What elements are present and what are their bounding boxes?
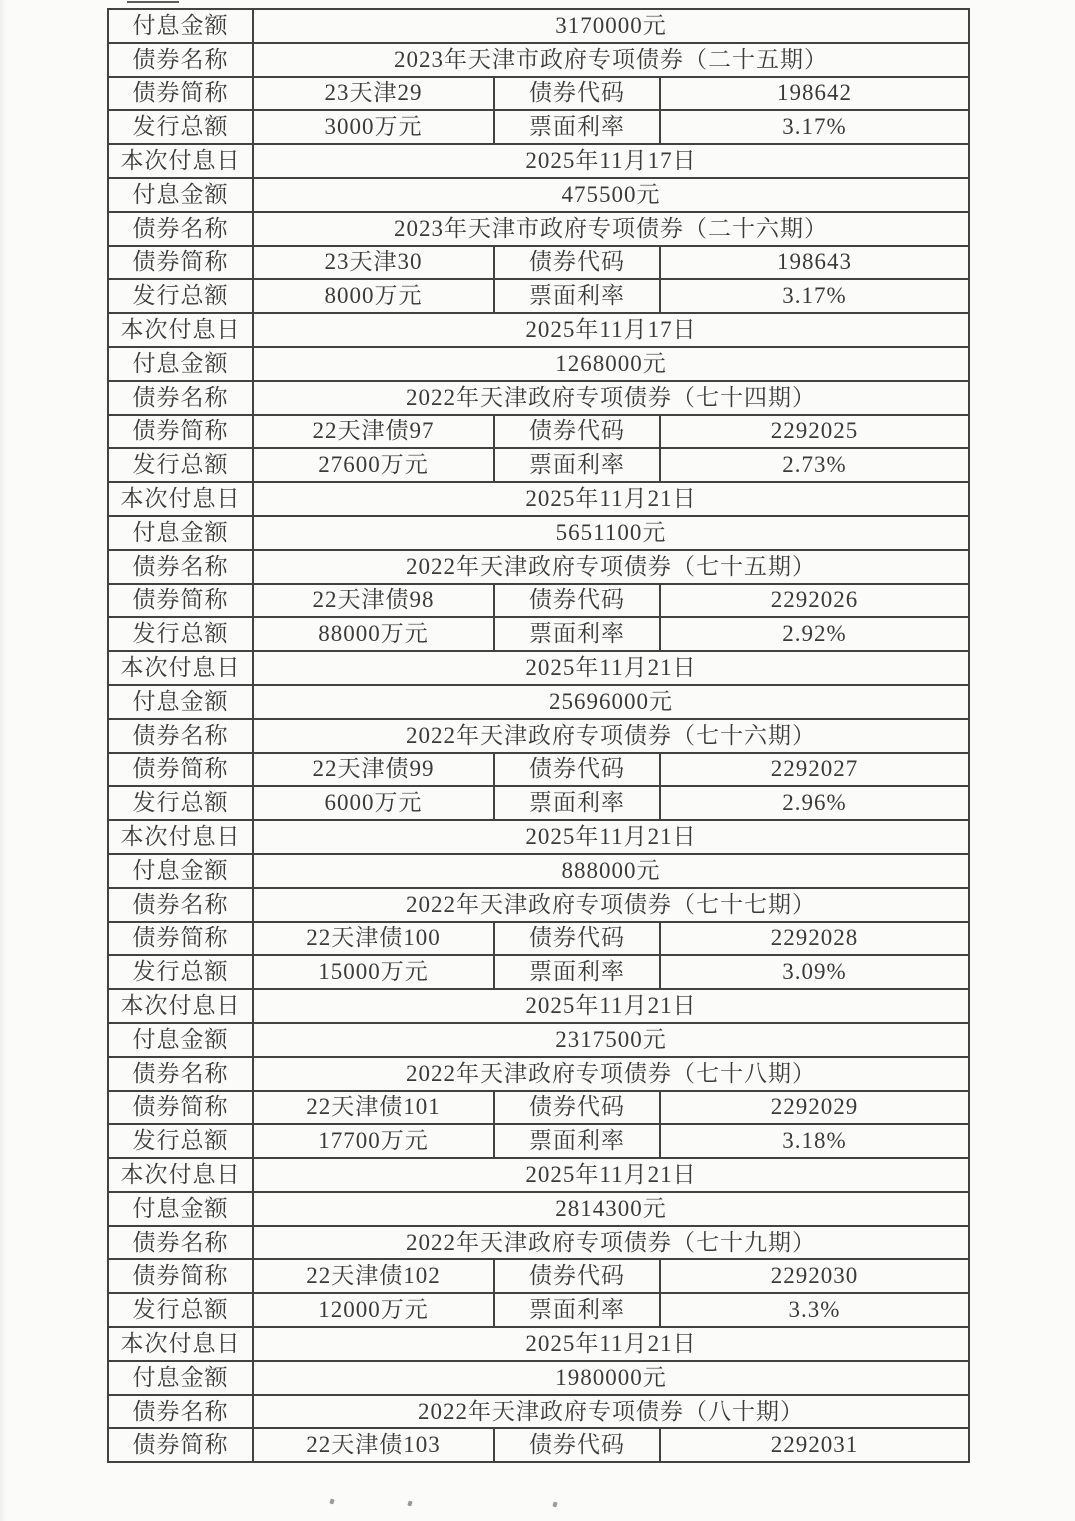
row-value2: 2292025 xyxy=(660,415,969,449)
table-row xyxy=(108,347,969,381)
row-value: 2317500元 xyxy=(253,1023,969,1057)
row-label: 债券简称 xyxy=(108,584,253,618)
row-label: 债券简称 xyxy=(108,1428,253,1462)
row-label: 本次付息日 xyxy=(108,482,253,516)
table-row xyxy=(108,1158,969,1192)
row-value2: 3.18% xyxy=(660,1124,969,1158)
row-value: 17700万元 xyxy=(253,1124,494,1158)
row-value: 1268000元 xyxy=(253,347,969,381)
row-value: 25696000元 xyxy=(253,685,969,719)
table-row xyxy=(108,1259,969,1293)
row-value: 2023年天津市政府专项债券（二十六期） xyxy=(253,212,969,246)
table-row xyxy=(108,685,969,719)
row-label: 债券名称 xyxy=(108,212,253,246)
row-value: 23天津29 xyxy=(253,77,494,111)
scan-noise-speck xyxy=(329,1499,334,1505)
row-label2: 票面利率 xyxy=(494,1293,660,1327)
table-row xyxy=(108,550,969,584)
table-row xyxy=(108,1057,969,1091)
row-label: 付息金额 xyxy=(108,516,253,550)
row-label: 付息金额 xyxy=(108,1361,253,1395)
row-value: 22天津债99 xyxy=(253,753,494,787)
row-value: 12000万元 xyxy=(253,1293,494,1327)
table-row xyxy=(108,381,969,415)
row-label2: 票面利率 xyxy=(494,279,660,313)
row-value: 2025年11月21日 xyxy=(253,651,969,685)
row-value: 22天津债98 xyxy=(253,584,494,618)
row-value2: 3.17% xyxy=(660,110,969,144)
row-label2: 票面利率 xyxy=(494,617,660,651)
row-label: 付息金额 xyxy=(108,178,253,212)
table-row xyxy=(108,651,969,685)
table-row xyxy=(108,448,969,482)
row-value2: 2292029 xyxy=(660,1091,969,1125)
row-label: 债券简称 xyxy=(108,415,253,449)
table-row xyxy=(108,617,969,651)
row-label: 本次付息日 xyxy=(108,651,253,685)
bond-table-body xyxy=(108,9,969,1462)
row-label: 本次付息日 xyxy=(108,1158,253,1192)
row-label2: 票面利率 xyxy=(494,786,660,820)
row-label: 发行总额 xyxy=(108,1293,253,1327)
row-label: 付息金额 xyxy=(108,685,253,719)
table-row xyxy=(108,1091,969,1125)
clipped-row-border-fragment xyxy=(127,1,179,3)
row-label: 债券名称 xyxy=(108,1226,253,1260)
row-label2: 债券代码 xyxy=(494,77,660,111)
row-value2: 2.92% xyxy=(660,617,969,651)
row-value2: 2292031 xyxy=(660,1428,969,1462)
table-row xyxy=(108,279,969,313)
row-label2: 债券代码 xyxy=(494,415,660,449)
row-value: 1980000元 xyxy=(253,1361,969,1395)
table-row xyxy=(108,482,969,516)
table-row xyxy=(108,77,969,111)
row-label2: 票面利率 xyxy=(494,1124,660,1158)
row-value: 3170000元 xyxy=(253,9,969,43)
row-label: 本次付息日 xyxy=(108,820,253,854)
table-row xyxy=(108,1226,969,1260)
row-value: 888000元 xyxy=(253,854,969,888)
table-row xyxy=(108,178,969,212)
table-row xyxy=(108,1023,969,1057)
row-label: 付息金额 xyxy=(108,347,253,381)
row-label2: 债券代码 xyxy=(494,1428,660,1462)
table-row xyxy=(108,854,969,888)
scan-noise-speck xyxy=(552,1502,557,1508)
row-label: 债券简称 xyxy=(108,922,253,956)
table-row xyxy=(108,989,969,1023)
row-label: 发行总额 xyxy=(108,110,253,144)
row-value: 2022年天津政府专项债券（七十五期） xyxy=(253,550,969,584)
table-row xyxy=(108,1124,969,1158)
row-label: 债券简称 xyxy=(108,1091,253,1125)
row-label: 债券名称 xyxy=(108,888,253,922)
row-label: 债券简称 xyxy=(108,77,253,111)
row-value2: 2.96% xyxy=(660,786,969,820)
row-label: 本次付息日 xyxy=(108,313,253,347)
row-label: 债券名称 xyxy=(108,550,253,584)
table-row xyxy=(108,786,969,820)
row-value: 22天津债100 xyxy=(253,922,494,956)
row-value2: 2292030 xyxy=(660,1259,969,1293)
row-value: 6000万元 xyxy=(253,786,494,820)
row-value: 2025年11月21日 xyxy=(253,1327,969,1361)
row-value2: 198642 xyxy=(660,77,969,111)
row-value: 88000万元 xyxy=(253,617,494,651)
table-row xyxy=(108,820,969,854)
table-row xyxy=(108,1395,969,1429)
row-label2: 票面利率 xyxy=(494,955,660,989)
row-label2: 债券代码 xyxy=(494,1091,660,1125)
table-row xyxy=(108,9,969,43)
table-row xyxy=(108,246,969,280)
row-label: 发行总额 xyxy=(108,1124,253,1158)
row-label: 发行总额 xyxy=(108,617,253,651)
row-label: 发行总额 xyxy=(108,448,253,482)
row-label2: 债券代码 xyxy=(494,584,660,618)
row-label: 付息金额 xyxy=(108,854,253,888)
row-value: 15000万元 xyxy=(253,955,494,989)
table-row xyxy=(108,415,969,449)
row-value: 23天津30 xyxy=(253,246,494,280)
row-label2: 债券代码 xyxy=(494,922,660,956)
table-row xyxy=(108,1361,969,1395)
row-value: 22天津债103 xyxy=(253,1428,494,1462)
bond-payment-table xyxy=(107,8,970,1463)
row-label: 发行总额 xyxy=(108,279,253,313)
row-label: 债券名称 xyxy=(108,381,253,415)
table-row xyxy=(108,144,969,178)
row-value2: 3.09% xyxy=(660,955,969,989)
row-label: 发行总额 xyxy=(108,955,253,989)
table-row xyxy=(108,922,969,956)
row-label2: 债券代码 xyxy=(494,1259,660,1293)
row-value2: 3.3% xyxy=(660,1293,969,1327)
table-row xyxy=(108,110,969,144)
table-row xyxy=(108,584,969,618)
row-value: 5651100元 xyxy=(253,516,969,550)
row-value: 2022年天津政府专项债券（七十八期） xyxy=(253,1057,969,1091)
table-row xyxy=(108,1293,969,1327)
row-label: 债券简称 xyxy=(108,753,253,787)
row-label: 付息金额 xyxy=(108,1023,253,1057)
row-label2: 债券代码 xyxy=(494,753,660,787)
row-label: 付息金额 xyxy=(108,1192,253,1226)
row-label: 本次付息日 xyxy=(108,144,253,178)
row-value: 2022年天津政府专项债券（七十四期） xyxy=(253,381,969,415)
row-value2: 2292028 xyxy=(660,922,969,956)
table-row xyxy=(108,43,969,77)
row-label: 债券名称 xyxy=(108,43,253,77)
table-row xyxy=(108,313,969,347)
row-value: 2814300元 xyxy=(253,1192,969,1226)
table-row xyxy=(108,888,969,922)
table-row xyxy=(108,753,969,787)
row-value2: 198643 xyxy=(660,246,969,280)
row-label: 债券名称 xyxy=(108,1057,253,1091)
row-label: 债券简称 xyxy=(108,246,253,280)
row-value: 2023年天津市政府专项债券（二十五期） xyxy=(253,43,969,77)
row-value: 2025年11月21日 xyxy=(253,989,969,1023)
row-value: 22天津债102 xyxy=(253,1259,494,1293)
table-row xyxy=(108,955,969,989)
row-label: 付息金额 xyxy=(108,9,253,43)
row-label: 本次付息日 xyxy=(108,1327,253,1361)
row-value: 22天津债97 xyxy=(253,415,494,449)
row-value: 2025年11月21日 xyxy=(253,1158,969,1192)
row-label2: 债券代码 xyxy=(494,246,660,280)
table-row xyxy=(108,1428,969,1462)
row-value: 2025年11月17日 xyxy=(253,144,969,178)
row-value2: 2292027 xyxy=(660,753,969,787)
row-label: 债券名称 xyxy=(108,719,253,753)
table-row xyxy=(108,1327,969,1361)
row-value: 8000万元 xyxy=(253,279,494,313)
row-value: 3000万元 xyxy=(253,110,494,144)
table-row xyxy=(108,212,969,246)
row-label: 债券简称 xyxy=(108,1259,253,1293)
row-value: 2022年天津政府专项债券（七十六期） xyxy=(253,719,969,753)
table-row xyxy=(108,1192,969,1226)
row-value: 2022年天津政府专项债券（七十九期） xyxy=(253,1226,969,1260)
row-value: 2022年天津政府专项债券（七十七期） xyxy=(253,888,969,922)
row-label: 本次付息日 xyxy=(108,989,253,1023)
table-row xyxy=(108,719,969,753)
row-value2: 2292026 xyxy=(660,584,969,618)
table-row xyxy=(108,516,969,550)
row-value: 2025年11月21日 xyxy=(253,820,969,854)
row-label2: 票面利率 xyxy=(494,448,660,482)
row-label: 债券名称 xyxy=(108,1395,253,1429)
row-value: 2025年11月17日 xyxy=(253,313,969,347)
row-label: 发行总额 xyxy=(108,786,253,820)
row-value2: 3.17% xyxy=(660,279,969,313)
row-label2: 票面利率 xyxy=(494,110,660,144)
row-value: 22天津债101 xyxy=(253,1091,494,1125)
scan-noise-speck xyxy=(407,1501,412,1507)
row-value2: 2.73% xyxy=(660,448,969,482)
row-value: 2025年11月21日 xyxy=(253,482,969,516)
row-value: 27600万元 xyxy=(253,448,494,482)
row-value: 2022年天津政府专项债券（八十期） xyxy=(253,1395,969,1429)
row-value: 475500元 xyxy=(253,178,969,212)
